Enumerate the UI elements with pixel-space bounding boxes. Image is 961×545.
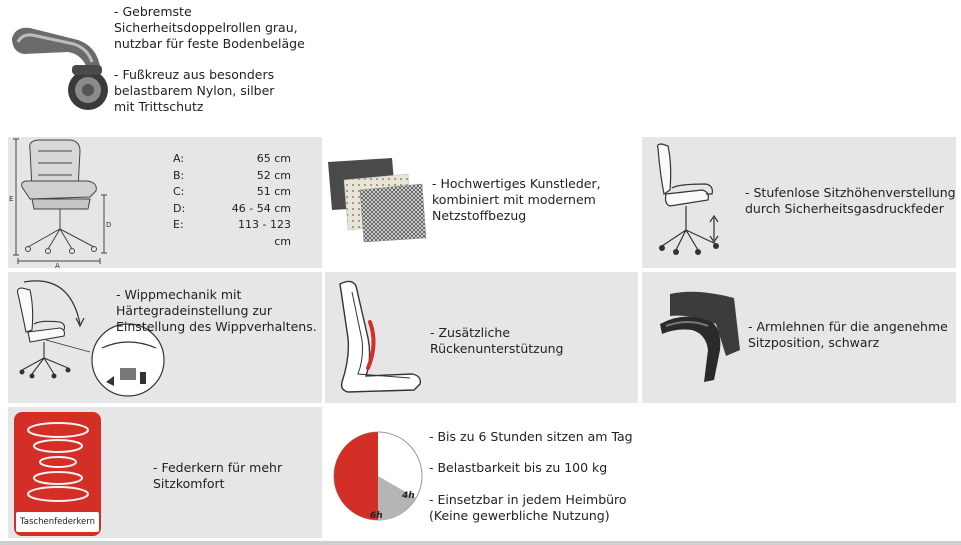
bottom-divider bbox=[0, 541, 961, 545]
dimension-row bbox=[173, 217, 291, 250]
dimension-key: C: bbox=[173, 185, 185, 198]
dimension-value: 113 - 123 cm bbox=[238, 218, 291, 248]
seat-height-chair-image bbox=[650, 144, 730, 262]
dimension-row bbox=[173, 184, 291, 201]
base-cross-text: - Fußkreuz aus besonders belastbarem Nylon, silber mit Trittschutz bbox=[114, 67, 275, 114]
dimension-value: 51 cm bbox=[256, 185, 291, 198]
dimension-value: 65 cm bbox=[256, 152, 291, 165]
dimension-value: 52 cm bbox=[256, 168, 291, 182]
dimension-value: 46 - 54 cm bbox=[231, 201, 291, 215]
dimension-row bbox=[173, 168, 291, 185]
seat-height-text: - Stufenlose Sitzhöhenverstellung durch Sicherheitsgasdruckfeder bbox=[745, 185, 956, 216]
spring-coil-icon bbox=[22, 420, 94, 508]
dimension-row bbox=[173, 151, 291, 168]
usage-item: - Bis zu 6 Stunden sitzen am Tag bbox=[429, 429, 633, 444]
dim-letter-a: A bbox=[55, 262, 60, 270]
usage-item: - Belastbarkeit bis zu 100 kg bbox=[429, 460, 608, 475]
usage-item: - Einsetzbar in jedem Heimbüro (Keine gewerbliche Nutzung) bbox=[429, 492, 627, 523]
material-text: - Hochwertiges Kunstleder, kombiniert mit modernem Netzstoffbezug bbox=[432, 176, 601, 223]
dimension-key: D: bbox=[173, 201, 186, 215]
dimension-row bbox=[173, 201, 291, 218]
rocker-text: - Wippmechanik mit Härtegradeinstellung zur Einstellung des Wippverhaltens. bbox=[116, 287, 317, 334]
spring-text: - Federkern für mehr Sitzkomfort bbox=[153, 460, 283, 491]
usage-pie-chart bbox=[332, 430, 424, 522]
lumbar-support-diagram bbox=[334, 278, 424, 396]
dim-letter-d: D bbox=[106, 221, 112, 229]
chair-dimensions-diagram bbox=[8, 137, 118, 268]
armrest-text: - Armlehnen für die angenehme Sitzposition, schwarz bbox=[748, 319, 948, 350]
brake-caster-text: - Gebremste Sicherheitsdoppelrollen grau, nutzbar für feste Bodenbeläge bbox=[114, 4, 305, 51]
spring-label: Taschenfederkern bbox=[19, 517, 96, 527]
pie-label-4h: 4h bbox=[402, 491, 415, 501]
armrest-image bbox=[656, 290, 746, 386]
caster-wheel-image bbox=[8, 20, 108, 115]
material-swatches-image bbox=[326, 158, 426, 242]
lumbar-text: - Zusätzliche Rückenunterstützung bbox=[430, 325, 564, 356]
dim-letter-e: E bbox=[9, 195, 14, 203]
dimension-key: E: bbox=[173, 218, 184, 231]
pie-label-6h: 6h bbox=[370, 511, 383, 521]
dimension-table bbox=[173, 151, 291, 250]
dimension-key: B: bbox=[173, 168, 185, 182]
dimension-key: A: bbox=[173, 152, 185, 165]
